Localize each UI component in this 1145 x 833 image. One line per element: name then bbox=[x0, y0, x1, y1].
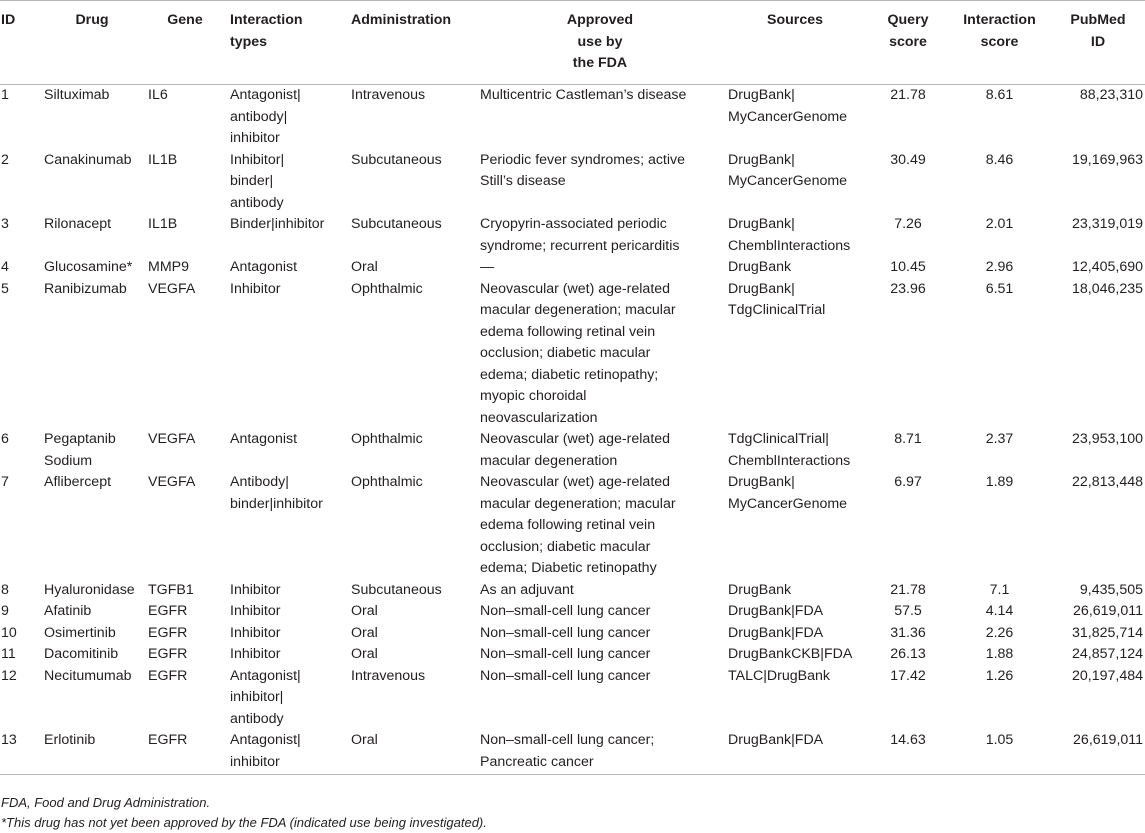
header-gene: Gene bbox=[144, 1, 226, 85]
cell-sources: DrugBank|FDA bbox=[728, 603, 824, 619]
cell-drug: Erlotinib bbox=[40, 730, 144, 775]
cell-gene: VEGFA bbox=[148, 280, 196, 297]
cell-sources: DrugBank| TdgClinicalTrial bbox=[728, 280, 826, 318]
cell-interaction-types: Binder|inhibitor bbox=[230, 216, 325, 232]
cell-administration: Ophthalmic bbox=[351, 280, 423, 297]
cell-query-score: 23.96 bbox=[890, 280, 926, 297]
cell-id: 1 bbox=[1, 87, 9, 103]
table-row bbox=[0, 644, 1145, 666]
cell-administration: Oral bbox=[351, 624, 378, 641]
cell-id: 12 bbox=[1, 667, 17, 684]
cell-drug: Necitumumab bbox=[44, 667, 132, 684]
cell-interaction-score: 7.1 bbox=[989, 581, 1010, 598]
cell-interaction-score: 1.89 bbox=[985, 474, 1014, 490]
cell-interaction-types: Inhibitor bbox=[230, 581, 281, 598]
cell-administration: Intravenous bbox=[351, 87, 426, 103]
cell-approved-use: Non–small-cell lung cancer; Pancreatic cancer bbox=[476, 730, 724, 775]
cell-pubmed-id: 12,405,690 bbox=[1071, 259, 1143, 275]
cell-sources: DrugBank bbox=[728, 581, 792, 598]
cell-approved-use: Non–small-cell lung cancer bbox=[480, 603, 651, 619]
cell-query-score: 7.26 bbox=[894, 216, 922, 232]
cell-administration: Oral bbox=[351, 259, 378, 275]
cell-interaction-types: Inhibitor bbox=[230, 646, 281, 662]
table-row bbox=[0, 580, 1145, 602]
cell-sources: TALC|DrugBank bbox=[728, 667, 830, 684]
cell-administration: Subcutaneous bbox=[351, 151, 442, 168]
cell-query-score: 10.45 bbox=[890, 259, 926, 275]
cell-pubmed-id: 23,319,019 bbox=[1071, 216, 1143, 232]
cell-gene: EGFR bbox=[148, 624, 188, 641]
cell-drug: Osimertinib bbox=[44, 624, 116, 641]
cell-id: 4 bbox=[1, 259, 9, 275]
cell-interaction-score: 4.14 bbox=[985, 603, 1014, 619]
cell-gene: VEGFA bbox=[148, 474, 196, 490]
cell-id: 9 bbox=[1, 603, 9, 619]
header-sources: Sources bbox=[724, 1, 866, 85]
cell-sources: TdgClinicalTrial| ChemblInteractions bbox=[728, 431, 851, 469]
cell-gene: IL6 bbox=[148, 87, 168, 103]
cell-administration: Oral bbox=[351, 646, 378, 662]
cell-drug: Pegaptanib Sodium bbox=[44, 431, 116, 469]
table-row bbox=[0, 85, 1145, 150]
cell-query-score: 14.63 bbox=[866, 730, 950, 775]
cell-query-score: 6.97 bbox=[894, 474, 922, 490]
cell-query-score: 30.49 bbox=[890, 151, 926, 168]
cell-administration: Oral bbox=[347, 730, 476, 775]
cell-pubmed-id: 19,169,963 bbox=[1071, 151, 1143, 168]
cell-administration: Subcutaneous bbox=[351, 581, 442, 598]
cell-interaction-score: 8.46 bbox=[985, 151, 1014, 168]
cell-sources: DrugBank| MyCancerGenome bbox=[728, 474, 848, 512]
cell-interaction-types: Inhibitor bbox=[230, 624, 281, 641]
cell-pubmed-id: 20,197,484 bbox=[1071, 667, 1143, 684]
cell-id: 3 bbox=[1, 216, 9, 232]
cell-interaction-types: Antagonist bbox=[230, 259, 298, 275]
cell-interaction-score: 1.88 bbox=[985, 646, 1014, 662]
cell-pubmed-id: 9,435,505 bbox=[1079, 581, 1143, 598]
cell-interaction-types: Inhibitor bbox=[230, 603, 281, 619]
cell-approved-use: As an adjuvant bbox=[480, 581, 574, 598]
cell-interaction-types: Antagonist bbox=[230, 431, 298, 447]
cell-gene: IL1B bbox=[148, 151, 178, 168]
cell-interaction-types: Antagonist| antibody| inhibitor bbox=[230, 87, 301, 146]
cell-sources: DrugBank|FDA bbox=[728, 624, 824, 641]
cell-interaction-types: Antibody| binder|inhibitor bbox=[230, 474, 323, 512]
table-row bbox=[0, 429, 1145, 472]
cell-approved-use: Cryopyrin-associated periodic syndrome; recurrent pericarditis bbox=[480, 216, 680, 254]
cell-id: 10 bbox=[1, 624, 17, 641]
cell-id: 5 bbox=[1, 280, 9, 297]
cell-sources: DrugBank| ChemblInteractions bbox=[728, 216, 851, 254]
header-row bbox=[0, 1, 1145, 85]
cell-interaction-types: Antagonist| inhibitor bbox=[226, 730, 347, 775]
header-id: ID bbox=[0, 1, 40, 85]
header-administration: Administration bbox=[347, 1, 476, 85]
footnote-asterisk: *This drug has not yet been approved by the FDA (indicated use being investigated). bbox=[1, 815, 487, 830]
table-row bbox=[0, 214, 1145, 257]
cell-administration: Oral bbox=[351, 603, 378, 619]
cell-id: 7 bbox=[1, 474, 9, 490]
cell-interaction-types: Antagonist| inhibitor| antibody bbox=[230, 667, 301, 727]
cell-approved-use: Neovascular (wet) age-related macular degeneration bbox=[480, 431, 671, 469]
table-row bbox=[0, 623, 1145, 645]
cell-id: 11 bbox=[1, 646, 16, 662]
cell-administration: Subcutaneous bbox=[351, 216, 442, 232]
cell-query-score: 8.71 bbox=[894, 431, 922, 447]
cell-id: 2 bbox=[1, 151, 9, 168]
cell-drug: Glucosamine* bbox=[44, 259, 133, 275]
cell-interaction-score: 2.01 bbox=[985, 216, 1014, 232]
cell-administration: Ophthalmic bbox=[351, 431, 423, 447]
header-query-score: Query score bbox=[866, 1, 950, 85]
header-interaction-score: Interaction score bbox=[950, 1, 1049, 85]
cell-pubmed-id: 24,857,124 bbox=[1071, 646, 1143, 662]
cell-id: 8 bbox=[1, 581, 9, 598]
cell-sources: DrugBankCKB|FDA bbox=[728, 646, 853, 662]
cell-id: 6 bbox=[1, 431, 9, 447]
cell-sources: DrugBank|FDA bbox=[724, 730, 866, 775]
cell-approved-use: Neovascular (wet) age-related macular degeneration; macular edema following retinal vein occlusion; diabetic macular edema; Diabetic retinopathy bbox=[480, 474, 676, 576]
cell-drug: Canakinumab bbox=[44, 151, 132, 168]
cell-pubmed-id: 31,825,714 bbox=[1071, 624, 1143, 641]
cell-approved-use: Periodic fever syndromes; active Still’s disease bbox=[480, 151, 686, 189]
cell-interaction-score: 8.61 bbox=[985, 87, 1014, 103]
cell-drug: Siltuximab bbox=[44, 87, 110, 103]
cell-query-score: 17.42 bbox=[890, 667, 926, 684]
cell-gene: VEGFA bbox=[148, 431, 196, 447]
header-interaction-types: Interaction types bbox=[226, 1, 347, 85]
cell-gene: EGFR bbox=[144, 730, 226, 775]
cell-drug: Dacomitinib bbox=[44, 646, 119, 662]
cell-interaction-score: 2.96 bbox=[985, 259, 1014, 275]
header-approved-use: Approved use by the FDA bbox=[476, 1, 724, 85]
cell-gene: TGFB1 bbox=[148, 581, 194, 598]
cell-drug: Ranibizumab bbox=[44, 280, 127, 297]
cell-pubmed-id: 22,813,448 bbox=[1071, 474, 1143, 490]
cell-query-score: 26.13 bbox=[890, 646, 926, 662]
table-row bbox=[0, 472, 1145, 580]
cell-drug: Aflibercept bbox=[44, 474, 112, 490]
cell-sources: DrugBank| MyCancerGenome bbox=[728, 87, 848, 125]
cell-gene: EGFR bbox=[148, 667, 188, 684]
table-row bbox=[0, 666, 1145, 731]
cell-pubmed-id: 26,619,011 bbox=[1073, 603, 1143, 619]
cell-gene: MMP9 bbox=[148, 259, 189, 275]
cell-gene: IL1B bbox=[148, 216, 178, 232]
cell-sources: DrugBank| MyCancerGenome bbox=[728, 151, 848, 189]
cell-approved-use: Non–small-cell lung cancer bbox=[480, 667, 651, 684]
footnote-abbreviation: FDA, Food and Drug Administration. bbox=[1, 795, 211, 810]
cell-gene: EGFR bbox=[148, 646, 188, 662]
table-row bbox=[0, 257, 1145, 279]
cell-id: 13 bbox=[0, 730, 40, 775]
cell-interaction-score: 2.26 bbox=[985, 624, 1014, 641]
cell-interaction-types: Inhibitor bbox=[230, 280, 281, 297]
table-row bbox=[0, 601, 1145, 623]
header-pubmed-id: PubMed ID bbox=[1049, 1, 1145, 85]
cell-sources: DrugBank bbox=[728, 259, 792, 275]
cell-pubmed-id: 88,23,310 bbox=[1079, 87, 1143, 103]
cell-query-score: 21.78 bbox=[890, 581, 926, 598]
table-row bbox=[0, 279, 1145, 430]
cell-pubmed-id: 18,046,235 bbox=[1071, 280, 1143, 297]
cell-interaction-score: 1.26 bbox=[985, 667, 1014, 684]
cell-drug: Rilonacept bbox=[44, 216, 112, 232]
cell-query-score: 21.78 bbox=[890, 87, 926, 103]
cell-gene: EGFR bbox=[148, 603, 188, 619]
cell-approved-use: — bbox=[480, 259, 495, 275]
cell-pubmed-id: 23,953,100 bbox=[1071, 431, 1143, 447]
cell-drug: Afatinib bbox=[44, 603, 92, 619]
cell-interaction-score: 2.37 bbox=[985, 431, 1014, 447]
cell-query-score: 31.36 bbox=[890, 624, 926, 641]
cell-interaction-score: 6.51 bbox=[985, 280, 1014, 297]
header-drug: Drug bbox=[40, 1, 144, 85]
cell-interaction-score: 1.05 bbox=[950, 730, 1049, 775]
table-row bbox=[0, 730, 1145, 775]
table-row bbox=[0, 150, 1145, 215]
cell-approved-use: Multicentric Castleman’s disease bbox=[480, 87, 687, 103]
cell-administration: Intravenous bbox=[351, 667, 426, 684]
cell-pubmed-id: 26,619,011 bbox=[1049, 730, 1145, 775]
cell-administration: Ophthalmic bbox=[351, 474, 423, 490]
cell-approved-use: Non–small-cell lung cancer bbox=[480, 624, 651, 641]
cell-approved-use: Neovascular (wet) age-related macular degeneration; macular edema following retinal vein occlusion; diabetic macular edema; diabetic retinopathy; myopic choroidal neovascularization bbox=[480, 280, 676, 426]
cell-interaction-types: Inhibitor| binder| antibody bbox=[230, 151, 285, 211]
cell-query-score: 57.5 bbox=[894, 603, 922, 619]
cell-drug: Hyaluronidase bbox=[44, 581, 135, 598]
cell-approved-use: Non–small-cell lung cancer bbox=[480, 646, 651, 662]
